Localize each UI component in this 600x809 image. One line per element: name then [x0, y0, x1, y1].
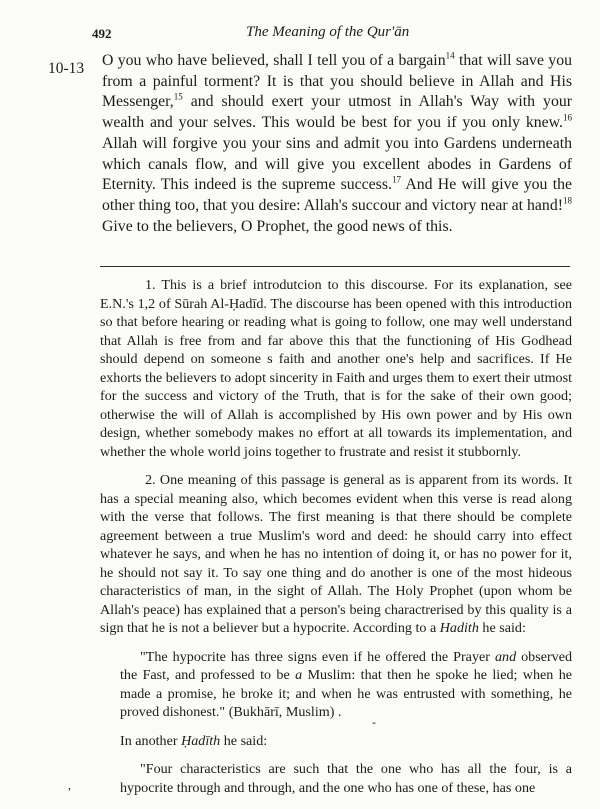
running-title: The Meaning of the Qur'ān — [246, 24, 410, 40]
quote-segment: "The hypocrite has three signs even if he offered the Prayer — [140, 648, 495, 665]
explanatory-notes — [100, 276, 572, 797]
page-header — [0, 22, 600, 42]
hadith-quote-2: "Four characteristics are such that the one who has all the four, is a hypocrite through and through, and the one who has one of these, has one — [120, 761, 572, 796]
translation-segment: that will save you from a painful torment? It is that you should believe in Allah and His Messenger, — [102, 52, 572, 111]
intro-segment: he said: — [220, 732, 268, 749]
note-term: Hadith — [439, 620, 479, 636]
footnote-marker: 18 — [563, 195, 572, 206]
hadith-quote-1 — [100, 648, 572, 722]
hadith-intro-2 — [100, 732, 572, 751]
translation-segment: Allah will forgive you your sins and admit you into Gardens underneath which canals flow, and will give you excellent abodes in Gardens of Eternity. This indeed is the supreme success. — [102, 134, 572, 194]
translation-segment: O you who have believed, shall I tell you of a bargain — [102, 52, 446, 69]
footnote-marker: 16 — [563, 112, 572, 123]
translation-text — [102, 51, 572, 237]
footnote-marker: 15 — [173, 92, 183, 103]
quote-emphasis: and — [494, 648, 517, 665]
verse-reference: 10-13 — [48, 60, 85, 77]
intro-term: Ḥadīth — [181, 732, 221, 749]
footnote-marker: 14 — [445, 50, 455, 61]
translation-segment: Give to the believers, O Prophet, the good news of this. — [102, 217, 453, 235]
stray-mark: - — [372, 715, 376, 729]
stray-mark: , — [68, 778, 71, 792]
note-1: 1. This is a brief introdutcion to this discourse. For its explanation, see E.N.'s 1,2 of Sūrah Al-Ḥadīd. The discourse has been opened with this introduction so that before hearing or reading what is going to follow, one may well understand that Allah is free from and far above this that the functioning of His Godhead should depend on someone s faith and another one's help and sacrifices. If He exhorts the believers to adopt sincerity in Faith and urges them to exert their utmost for the success and victory of the Truth, that is for the sake of their own good; otherwise the will of Allah is accomplished by His own power and by His own design, whether somebody makes no effort at all towards its implementation, and whether the whole world joins together to frustrate and resist it stubbornly. — [100, 277, 572, 460]
page-number: 492 — [92, 26, 112, 41]
translation-segment: and should exert your utmost in Allah's Way with your wealth and your selves. This would be best for you if you only knew. — [102, 93, 572, 132]
translation-segment: And He will give you the other thing too, that you desire: Allah's succour and victory near at hand! — [102, 176, 572, 214]
note-2 — [100, 471, 572, 638]
note-segment: he said: — [478, 620, 526, 636]
quote-segment: observed the Fast, and professed to be — [120, 648, 573, 683]
quote-segment: Muslim: that then he spoke he lied; when he made a promise, he broke it; and when he was entrusted with something, he proved dishonest." (Bukhārī, Muslim) . — [120, 667, 573, 720]
footnote-marker: 17 — [391, 174, 401, 185]
intro-segment: In another — [120, 732, 182, 749]
note-segment: 2. One meaning of this passage is general as is apparent from its words. It has a special meaning also, which becomes evident when this verse is read along with the verse that follows. The first meaning is that there should be complete agreement between a true Muslim's word and deed: he should carry into effect whatever he says, and when he has no intention of doing it, or has no power for it, he should not say it. To say one thing and do another is one of the most hideous characteristics of man, in the sight of Allah. The Holy Prophet (upon whom be Allah's peace) has explained that a person's being charactrerised by this quality is a sign that he is not a believer but a hypocrite. According to a — [100, 472, 572, 636]
divider-rule — [100, 266, 570, 267]
quote-emphasis: a — [295, 667, 303, 683]
